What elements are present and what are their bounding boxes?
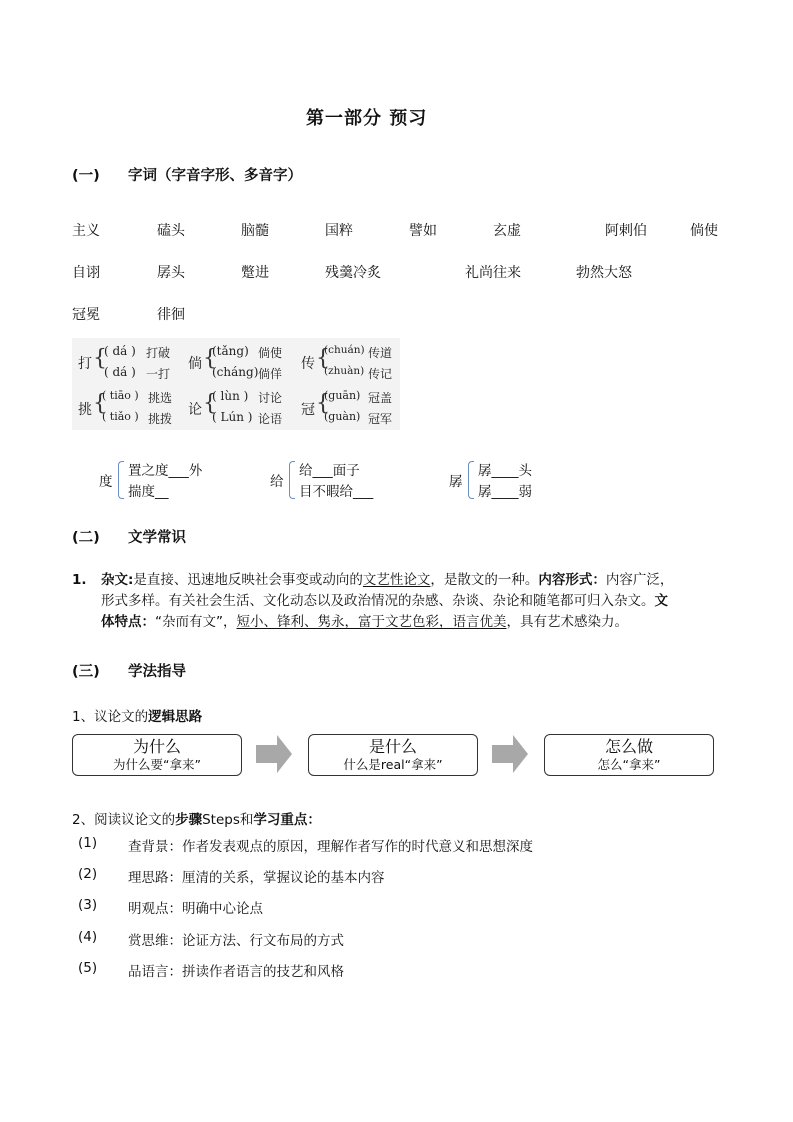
step-number: (4) xyxy=(78,929,98,945)
brace-icon: { xyxy=(203,346,217,371)
step-number: (3) xyxy=(78,897,98,913)
word: 孱头 xyxy=(157,265,185,281)
brace-icon: { xyxy=(203,391,217,416)
fill-line: 揣度__ xyxy=(128,484,169,500)
pinyin: ( Lún ) xyxy=(212,410,253,424)
subheading-bold: 逻辑思路 xyxy=(148,709,203,725)
flow-box-how xyxy=(544,734,714,776)
polyphone-char: 打 xyxy=(78,356,92,372)
polyphone-word: 挑拨 xyxy=(148,412,173,426)
polyphone-char: 传 xyxy=(301,356,315,372)
brace-icon: { xyxy=(93,346,107,371)
flow-box-title: 怎么做 xyxy=(604,737,653,756)
arrow-right-icon xyxy=(256,734,292,774)
polyphone-char: 论 xyxy=(188,402,202,418)
step-number: (5) xyxy=(78,960,98,976)
subheading-text: 2、阅读议论文的 xyxy=(72,812,176,828)
polyphone-word: 一打 xyxy=(146,367,171,381)
word: 蹩进 xyxy=(241,265,269,281)
step-text: 品语言：拼读作者语言的技艺和风格 xyxy=(128,964,344,980)
bracket-icon xyxy=(289,461,295,499)
bracket-icon xyxy=(468,461,474,499)
item-number: 1. xyxy=(72,572,87,588)
paragraph-line-3 xyxy=(101,612,628,633)
word: 残羹冷炙 xyxy=(325,265,381,281)
section3-number: (三) xyxy=(72,664,100,680)
polyphone-word: 讨论 xyxy=(258,391,283,405)
polyphone-word: 打破 xyxy=(146,346,171,360)
pinyin: ( tiāo ) xyxy=(102,389,139,402)
pinyin: (guān) xyxy=(324,389,361,402)
paragraph-line-2 xyxy=(101,591,668,612)
polyphone-char: 倘 xyxy=(188,356,202,372)
fill-line: 置之度___外 xyxy=(128,463,203,479)
flow-box-subtitle: 为什么要“拿来” xyxy=(113,757,201,772)
fill-line: 孱____弱 xyxy=(478,484,532,500)
polyphone-word: 论语 xyxy=(258,412,283,426)
fill-char: 给 xyxy=(270,474,284,490)
pinyin: ( dá ) xyxy=(104,365,136,379)
word: 玄虚 xyxy=(493,223,521,239)
section3-heading: 学法指导 xyxy=(128,664,186,680)
underlined-text: 文艺性论文 xyxy=(362,572,431,588)
brace-icon: { xyxy=(316,346,330,371)
section1-number: (一) xyxy=(72,168,100,184)
arrow-right-icon xyxy=(492,734,528,774)
term-label: 体特点： xyxy=(101,614,155,630)
fill-char: 度 xyxy=(99,474,113,490)
paragraph-text: ，具有艺术感染力。 xyxy=(506,614,628,630)
polyphone-word: 倘使 xyxy=(258,346,283,360)
subheading-text: Steps和 xyxy=(202,812,254,828)
brace-icon: { xyxy=(93,391,107,416)
pinyin: (guàn) xyxy=(324,410,361,423)
pinyin: ( dá ) xyxy=(104,344,136,358)
pinyin: ( lùn ) xyxy=(212,389,249,403)
word: 磕头 xyxy=(157,223,185,239)
pinyin: ( tiǎo ) xyxy=(102,410,139,423)
paragraph-line-1 xyxy=(101,570,673,591)
polyphone-char: 冠 xyxy=(301,402,315,418)
underlined-text: 短小、锋利、隽永，富于文艺色彩，语言优美 xyxy=(236,614,507,630)
paragraph-text: 是直接、迅速地反映社会事变或动向的 xyxy=(133,572,363,588)
word: 国粹 xyxy=(325,223,353,239)
pinyin: (cháng) xyxy=(212,365,259,379)
flow-box-what xyxy=(308,734,478,776)
word: 礼尚往来 xyxy=(465,265,521,281)
polyphone-word: 冠军 xyxy=(368,412,393,426)
step-text: 赏思维：论证方法、行文布局的方式 xyxy=(128,933,344,949)
flow-box-title: 为什么 xyxy=(132,737,181,756)
step-text: 理思路：厘清的关系，掌握议论的基本内容 xyxy=(128,870,385,886)
pinyin: (chuán) xyxy=(324,344,365,356)
paragraph-text: “杂而有文”， xyxy=(155,614,237,630)
subheading-bold: 学习重点： xyxy=(253,812,321,828)
polyphone-word: 传道 xyxy=(368,346,393,360)
word: 譬如 xyxy=(409,223,437,239)
step-number: (1) xyxy=(78,835,98,851)
polyphone-table xyxy=(72,338,400,430)
word: 徘徊 xyxy=(157,307,185,323)
paragraph-text: ，是散文的一种。 xyxy=(430,572,539,588)
term-label: 内容形式： xyxy=(538,572,606,588)
pinyin: (zhuàn) xyxy=(324,365,365,377)
word: 阿剌伯 xyxy=(605,223,647,239)
word: 倘使 xyxy=(690,223,718,239)
term-label: 杂文: xyxy=(101,572,134,588)
section2-heading: 文学常识 xyxy=(128,530,186,546)
page-title: 第一部分 预习 xyxy=(306,108,428,129)
polyphone-word: 倘佯 xyxy=(258,367,283,381)
flow-box-why xyxy=(72,734,242,776)
fill-line: 目不暇给___ xyxy=(299,484,374,500)
subheading-text: 1、议论文的 xyxy=(72,709,149,725)
word: 勃然大怒 xyxy=(576,265,632,281)
subheading-1 xyxy=(72,705,202,725)
polyphone-char: 挑 xyxy=(78,402,92,418)
step-number: (2) xyxy=(78,866,98,882)
section1-heading: 字词（字音字形、多音字） xyxy=(128,168,302,184)
polyphone-word: 挑选 xyxy=(148,391,173,405)
step-text: 查背景：作者发表观点的原因，理解作者写作的时代意义和思想深度 xyxy=(128,839,533,855)
word: 脑髓 xyxy=(241,223,269,239)
pinyin: (tǎng) xyxy=(212,344,249,358)
word: 主义 xyxy=(72,223,100,239)
subheading-bold: 步骤 xyxy=(175,812,203,828)
bracket-icon xyxy=(118,461,124,499)
flow-box-subtitle: 怎么“拿来” xyxy=(597,757,661,772)
word: 自诩 xyxy=(72,265,100,281)
fill-line: 给___面子 xyxy=(299,463,360,479)
subheading-2 xyxy=(72,808,321,828)
flow-box-title: 是什么 xyxy=(368,737,417,756)
section2-number: (二) xyxy=(72,530,100,546)
term-label: 文 xyxy=(654,593,668,609)
polyphone-word: 传记 xyxy=(368,367,393,381)
flow-box-subtitle: 什么是real“拿来” xyxy=(343,757,443,772)
paragraph-text: 形式多样。有关社会生活、文化动态以及政治情况的杂感、杂谈、杂论和随笔都可归入杂文。 xyxy=(101,593,655,609)
fill-char: 孱 xyxy=(449,474,463,490)
polyphone-word: 冠盖 xyxy=(368,391,393,405)
word: 冠冕 xyxy=(72,307,100,323)
brace-icon: { xyxy=(316,391,330,416)
paragraph-text: 内容广泛， xyxy=(605,572,674,588)
step-text: 明观点：明确中心论点 xyxy=(128,901,263,917)
fill-line: 孱____头 xyxy=(478,463,532,479)
